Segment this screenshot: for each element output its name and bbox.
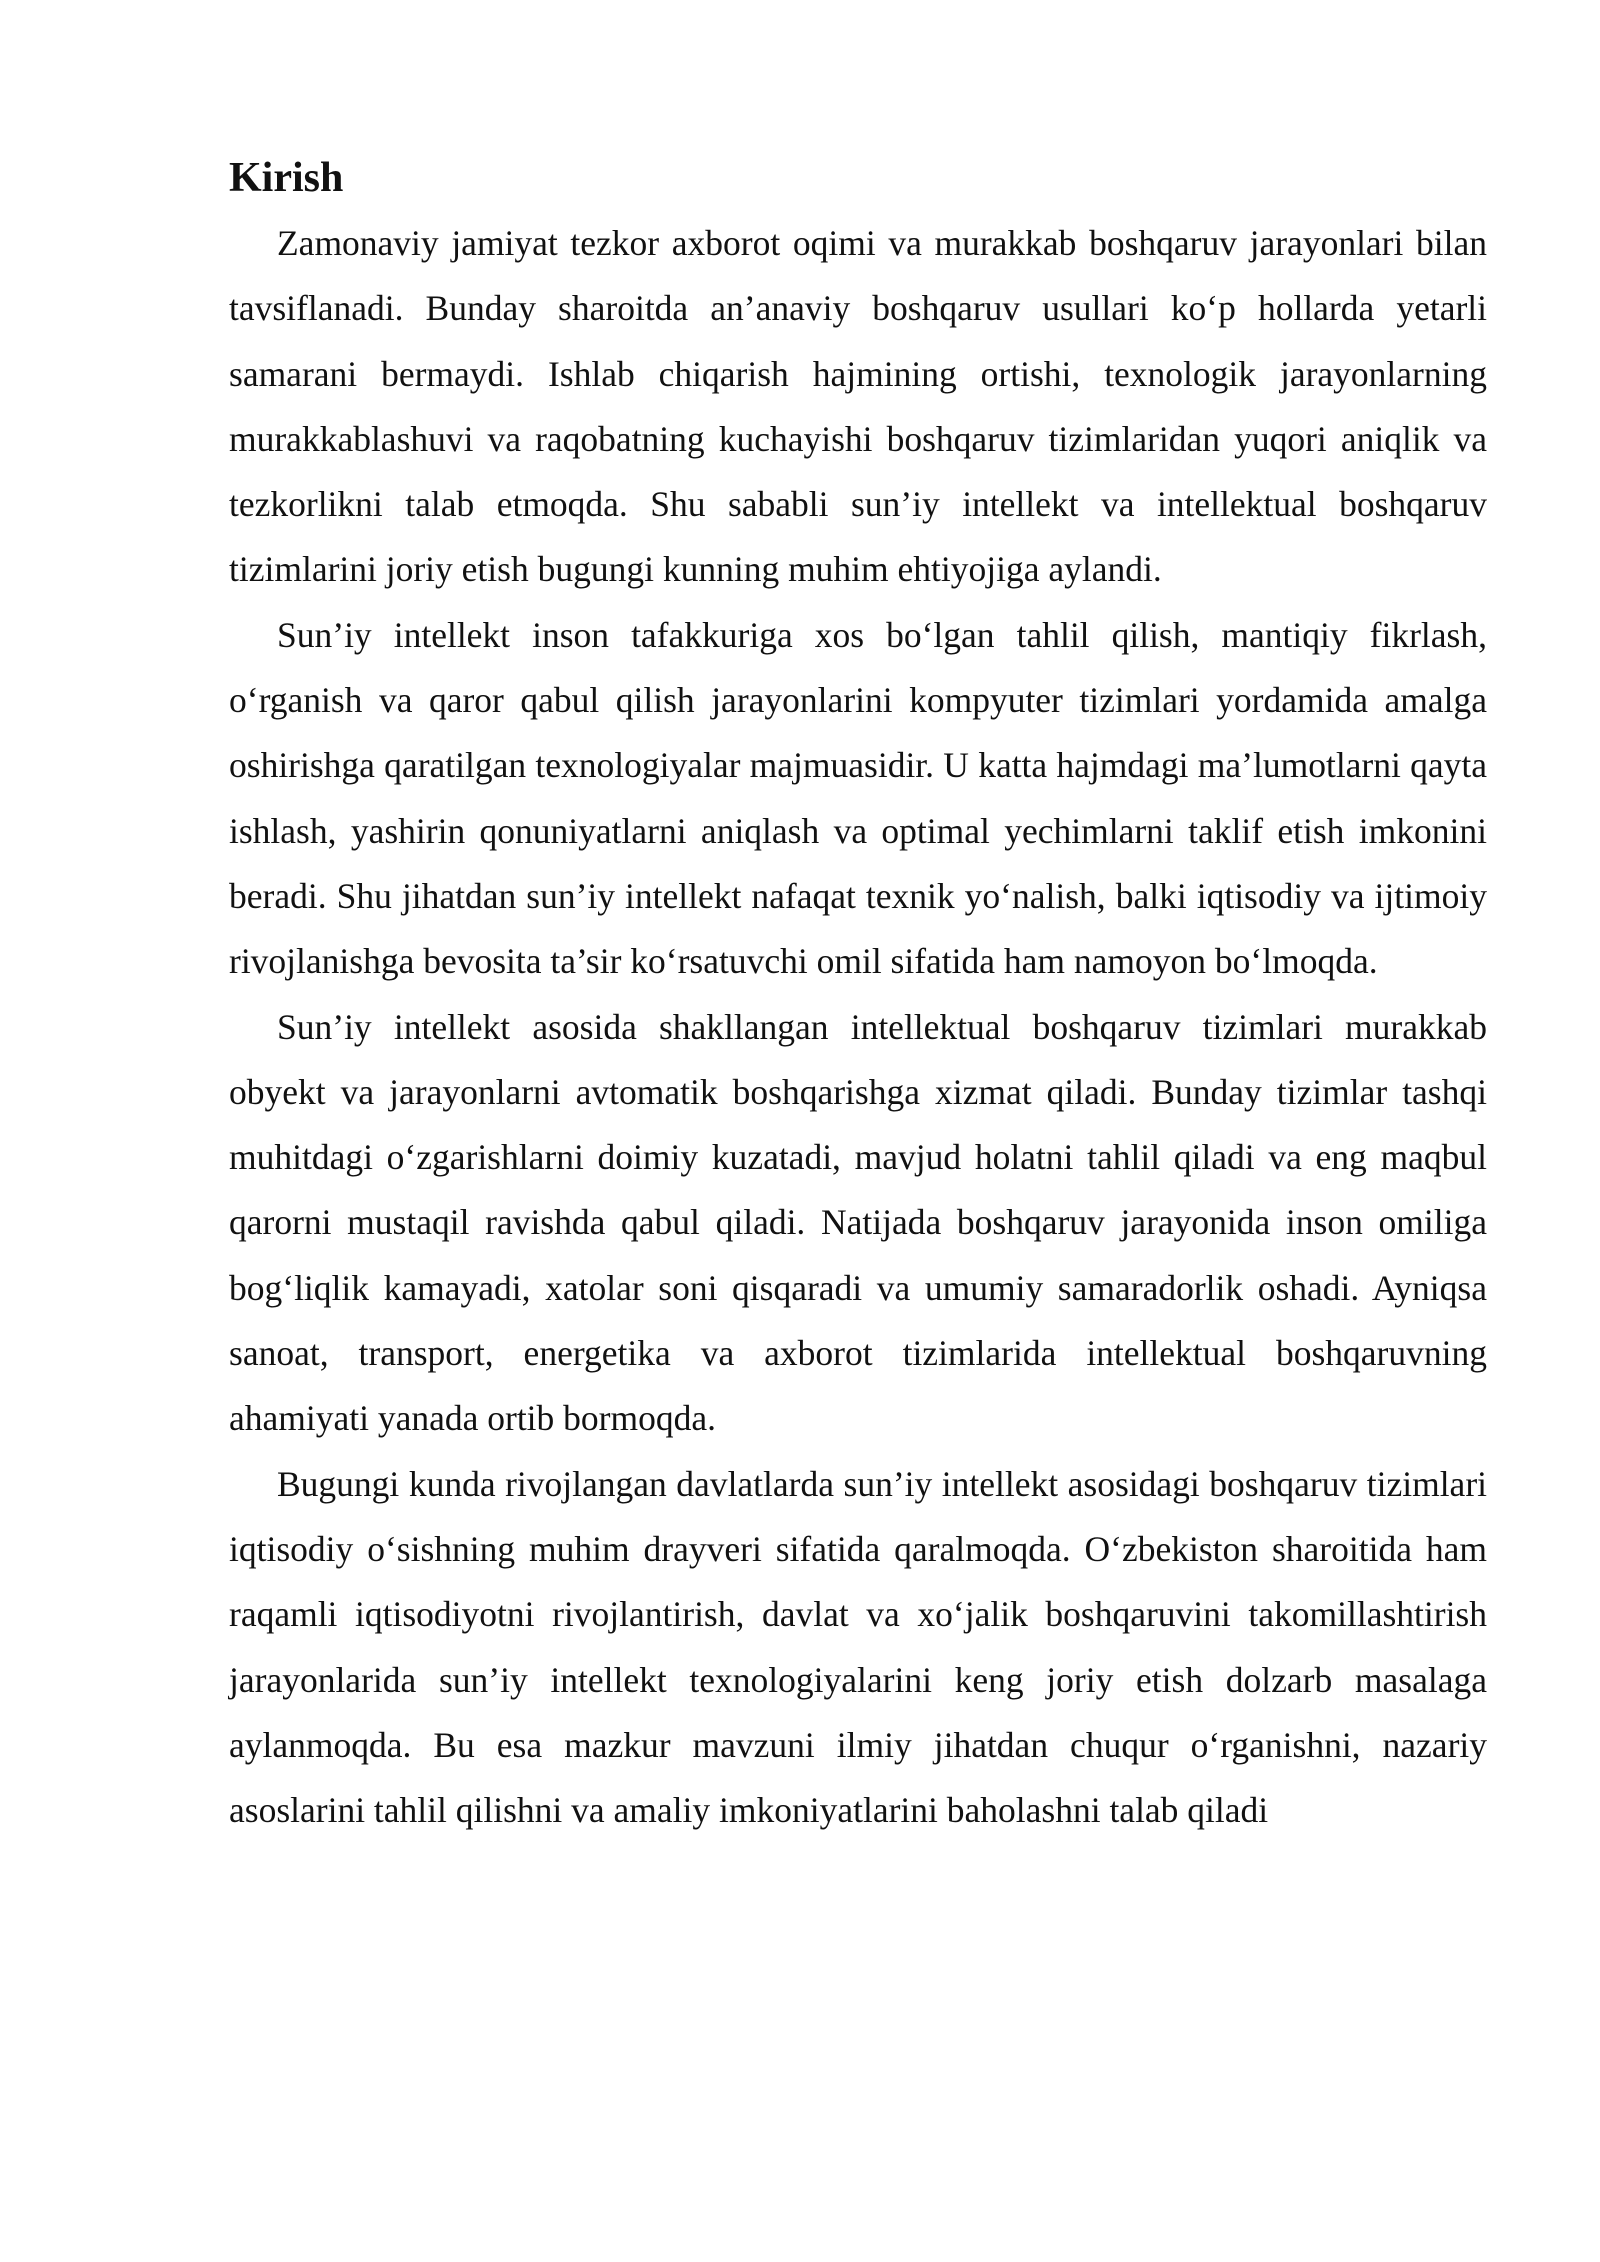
paragraph-4: Bugungi kunda rivojlangan davlatlarda sun’iy intellekt asosidagi boshqaruv tizimlari iqtisodiy o‘sishning muhim drayveri sifatida qaralmoqda. O‘zbekiston sharoitida ham raqamli iqtisodiyotni rivojlantirish, davlat va xo‘jalik boshqaruvini takomillashtirish jarayonlarida sun’iy intellekt texnologiyalarini keng joriy etish dolzarb masalaga aylanmoqda. Bu esa mazkur mavzuni ilmiy jihatdan chuqur o‘rganishni, nazariy asoslarini tahlil qilishni va amaliy imkoniyatlarini baholashni talab qiladi — [229, 1463, 1487, 1831]
document-body — [229, 146, 1487, 1843]
paragraph-2: Sun’iy intellekt inson tafakkuriga xos bo‘lgan tahlil qilish, mantiqiy fikrlash, o‘rganish va qaror qabul qilish jarayonlarini kompyuter tizimlari yordamida amalga oshirishga qaratilgan texnologiyalar majmuasidir. U katta hajmdagi ma’lumotlarni qayta ishlash, yashirin qonuniyatlarni aniqlash va optimal yechimlarni taklif etish imkonini beradi. Shu jihatdan sun’iy intellekt nafaqat texnik yo‘nalish, balki iqtisodiy va ijtimoiy rivojlanishga bevosita ta’sir ko‘rsatuvchi omil sifatida ham namoyon bo‘lmoqda. — [229, 614, 1487, 982]
section-heading: Kirish — [229, 155, 344, 201]
paragraph-1: Zamonaviy jamiyat tezkor axborot oqimi va murakkab boshqaruv jarayonlari bilan tavsiflanadi. Bunday sharoitda an’anaviy boshqaruv usullari ko‘p hollarda yetarli samarani bermaydi. Ishlab chiqarish hajmining ortishi, texnologik jarayonlarning murakkablashuvi va raqobatning kuchayishi boshqaruv tizimlaridan yuqori aniqlik va tezkorlikni talab etmoqda. Shu sababli sun’iy intellekt va intellektual boshqaruv tizimlarini joriy etish bugungi kunning muhim ehtiyojiga aylandi. — [229, 223, 1487, 590]
paragraph-3: Sun’iy intellekt asosida shakllangan intellektual boshqaruv tizimlari murakkab obyekt va jarayonlarni avtomatik boshqarishga xizmat qiladi. Bunday tizimlar tashqi muhitdagi o‘zgarishlarni doimiy kuzatadi, mavjud holatni tahlil qiladi va eng maqbul qarorni mustaqil ravishda qabul qiladi. Natijada boshqaruv jarayonida inson omiliga bog‘liqlik kamayadi, xatolar soni qisqaradi va umumiy samaradorlik oshadi. Ayniqsa sanoat, transport, energetika va axborot tizimlarida intellektual boshqaruvning ahamiyati yanada ortib bormoqda. — [229, 1006, 1487, 1439]
